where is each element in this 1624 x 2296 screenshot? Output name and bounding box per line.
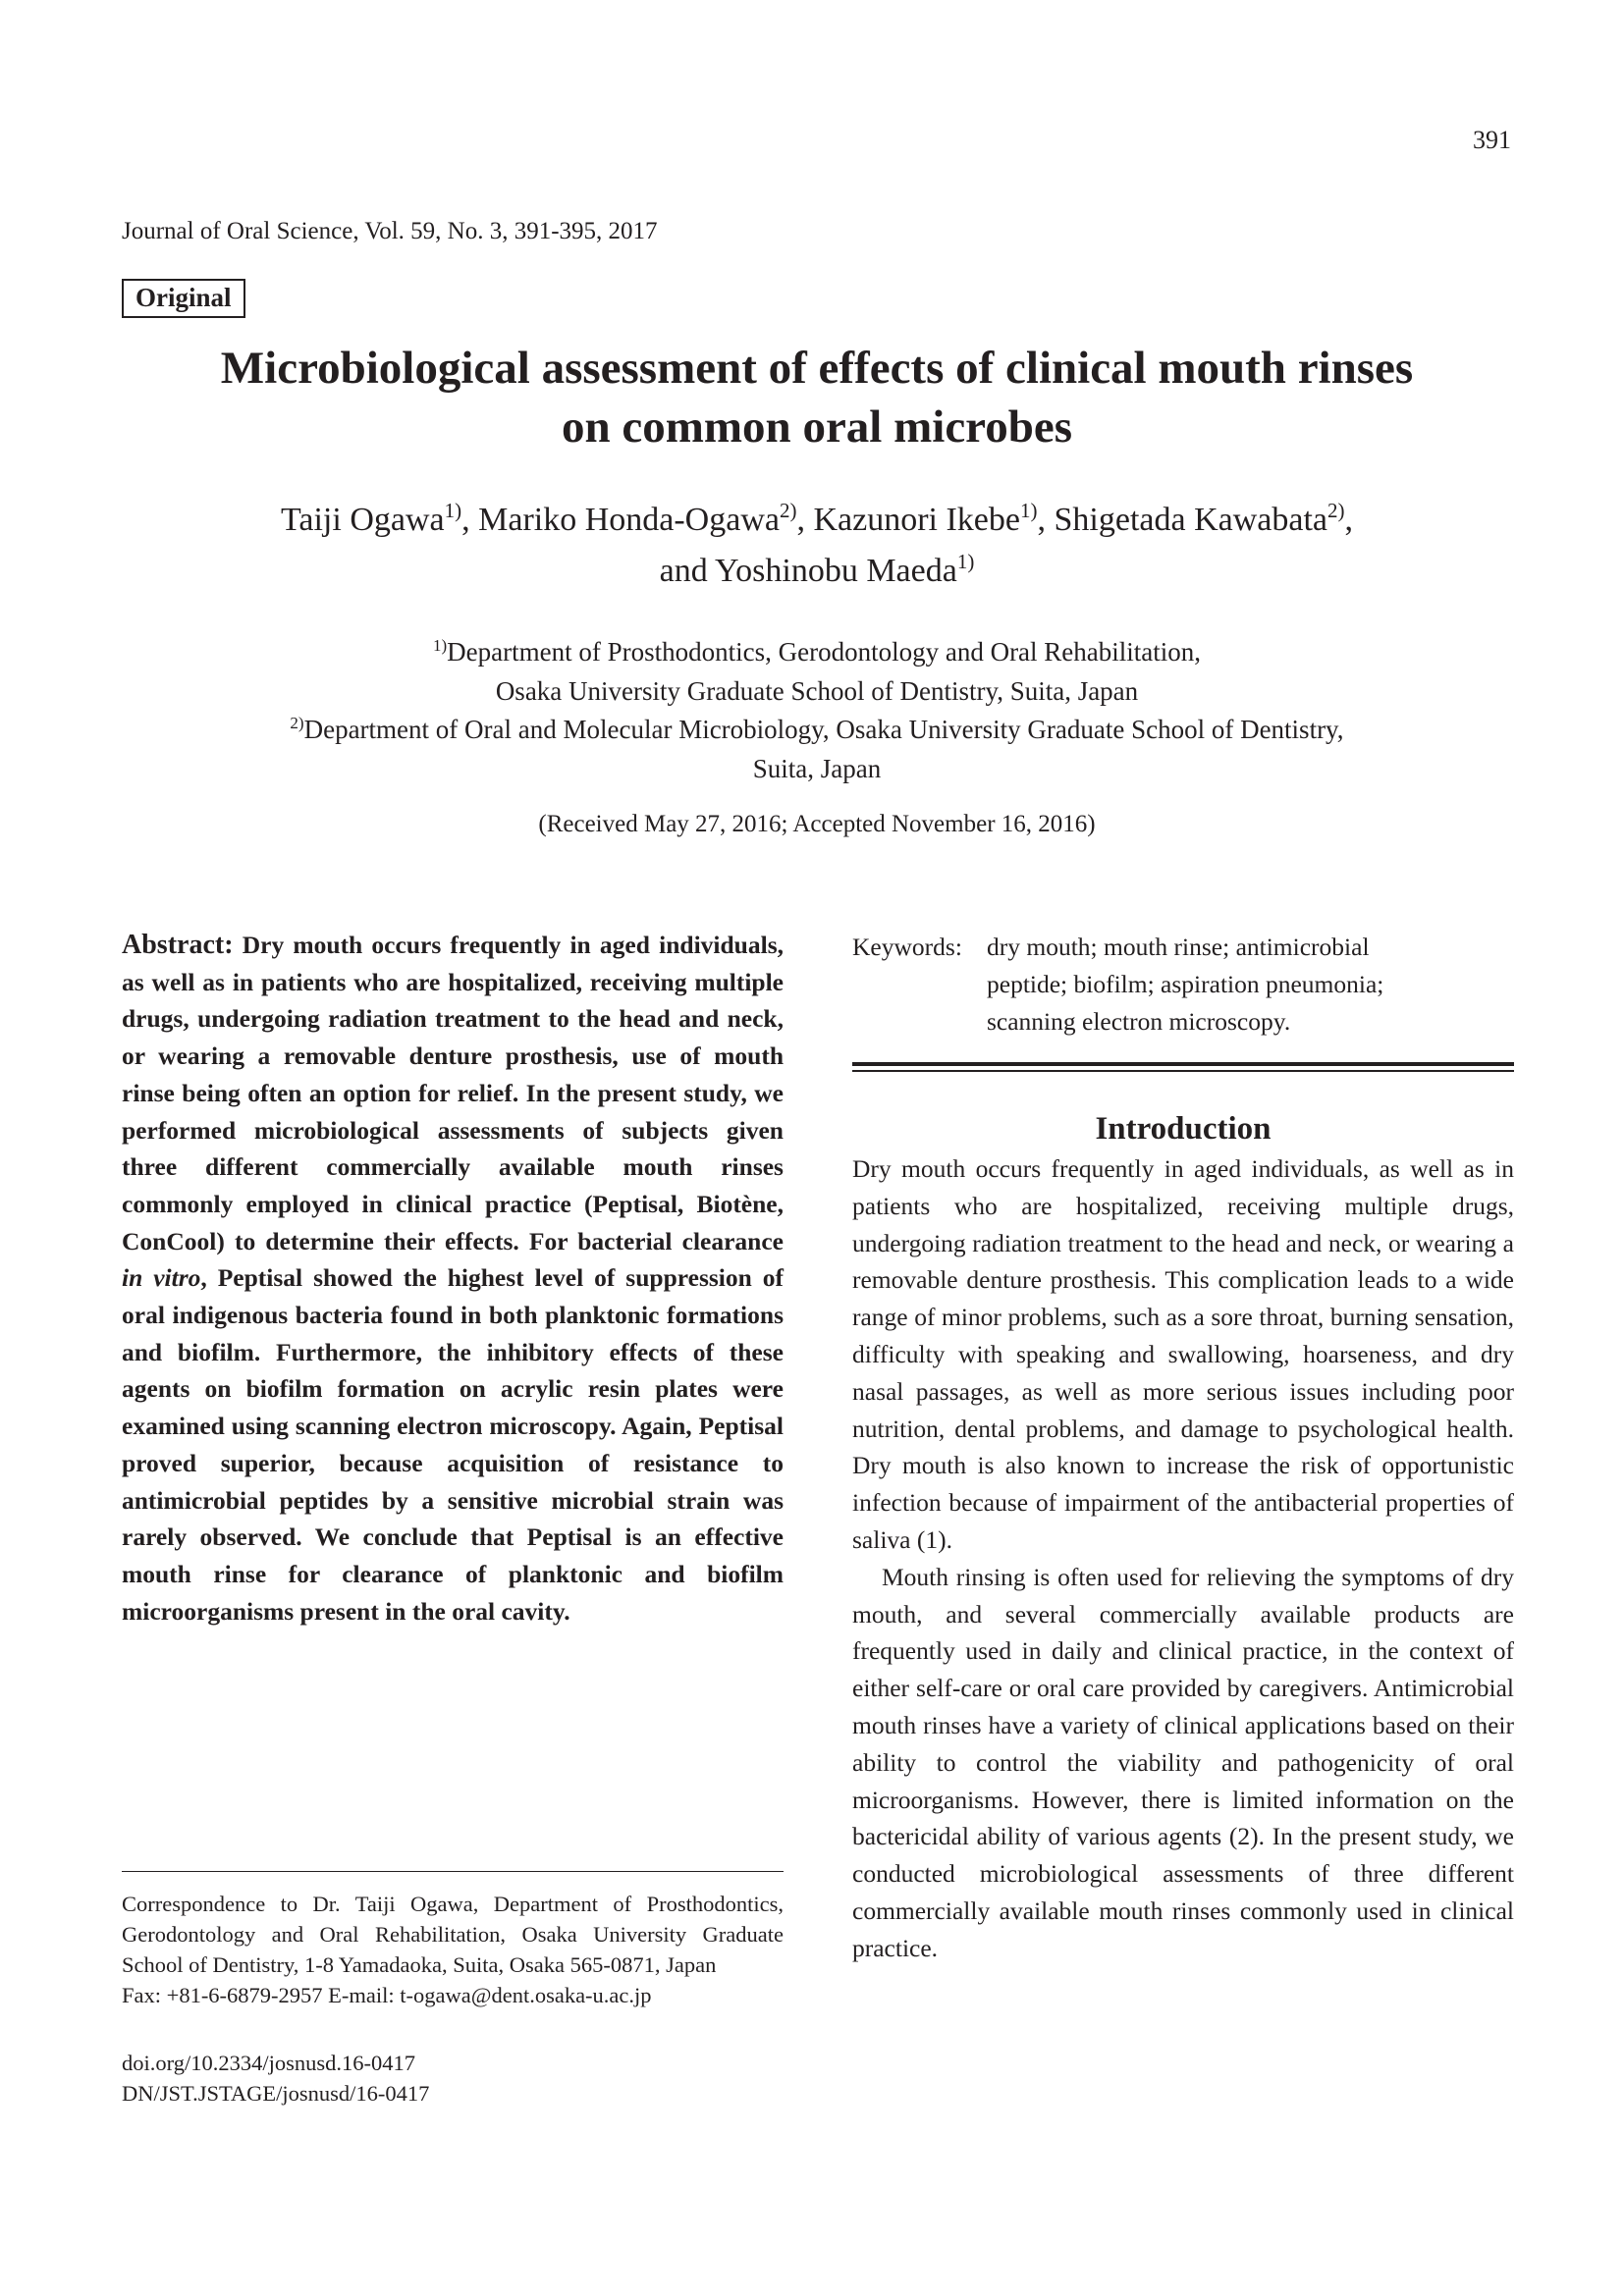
keywords-text: dry mouth; mouth rinse; antimicrobial peptide; biofilm; aspiration pneumonia; scanning electron microscopy. bbox=[987, 933, 1384, 1036]
abstract-text: Dry mouth occurs frequently in aged individuals, as well as in patients who are hospitalized, receiving multiple drugs, undergoing radiation treatment to the head and neck, or wearing a removable denture prosthesis, use of mouth rinse being often an option for relief. In the present study, we performed microbiological assessments of subjects given three different commercially available mouth rinses commonly employed in clinical practice (Peptisal, Biotène, ConCool) to determine their effects. For bacterial clearance bbox=[122, 931, 784, 1255]
affiliation-mark: 2) bbox=[779, 499, 797, 522]
author-line-1 bbox=[122, 495, 1512, 546]
author-name: Taiji Ogawa bbox=[281, 502, 445, 538]
keywords-label: Keywords: bbox=[852, 933, 962, 961]
doi-block bbox=[122, 2048, 784, 2109]
author-name: Mariko Honda-Ogawa bbox=[478, 502, 780, 538]
affiliations bbox=[122, 633, 1512, 788]
correspondence-contact: Fax: +81-6-6879-2957 E-mail: t-ogawa@dent.osaka-u.ac.jp bbox=[122, 1983, 652, 2007]
article-type-badge: Original bbox=[122, 279, 245, 318]
affiliation-2-line-2: Suita, Japan bbox=[752, 753, 882, 783]
jstage-identifier: DN/JST.JSTAGE/josnusd/16-0417 bbox=[122, 2081, 430, 2106]
footnote-divider bbox=[122, 1871, 784, 1872]
correspondence-footnote bbox=[122, 1889, 784, 2010]
affiliation-mark: 1) bbox=[444, 499, 462, 522]
affiliation-mark: 1) bbox=[1020, 499, 1038, 522]
affiliation-text: Department of Prosthodontics, Gerodontology and Oral Rehabilitation, bbox=[447, 637, 1202, 667]
page-number: 391 bbox=[1473, 126, 1511, 154]
affiliation-mark: 2) bbox=[290, 714, 304, 732]
abstract-text-continued: , Peptisal showed the highest level of suppression of oral indigenous bacteria found in both planktonic formations and biofilm. Furthermore, the inhibitory effects of these agents on biofilm formation on acrylic resin plates were examined using scanning electron microscopy. Again, Peptisal proved superior, because acquisition of resistance to antimicrobial peptides by a sensitive microbial strain was rarely observed. We conclude that Peptisal is an effective mouth rinse for clearance of planktonic and biofilm microorganisms present in the oral cavity. bbox=[122, 1263, 785, 1626]
affiliation-mark: 2) bbox=[1327, 499, 1345, 522]
introduction-paragraph-2: Mouth rinsing is often used for relieving the symptoms of dry mouth, and several commercially available products are frequently used in daily and clinical practice, in the context of either self-care or oral care provided by caregivers. Antimicrobial mouth rinses have a variety of clinical applications based on their ability to control the viability and pathogenicity of oral microorganisms. However, there is limited information on the bactericidal ability of various agents (2). In the present study, we conducted microbiological assessments of three different commercially available mouth rinses commonly used in clinical practice. bbox=[852, 1562, 1514, 1962]
author-name: and Yoshinobu Maeda bbox=[659, 553, 957, 589]
affiliation-2-line-1 bbox=[122, 711, 1512, 750]
journal-citation: Journal of Oral Science, Vol. 59, No. 3, 391-395, 2017 bbox=[122, 218, 658, 244]
abstract-italic-term: in vitro bbox=[122, 1263, 201, 1293]
author-separator: , bbox=[1344, 502, 1353, 538]
affiliation-1-line-2: Osaka University Graduate School of Dentistry, Suita, Japan bbox=[495, 675, 1139, 706]
title-line-1: Microbiological assessment of effects of clinical mouth rinses bbox=[220, 343, 1414, 394]
doi-link[interactable]: doi.org/10.2334/josnusd.16-0417 bbox=[122, 2051, 415, 2075]
introduction-paragraph-1: Dry mouth occurs frequently in aged individuals, as well as in patients who are hospitalized, receiving multiple drugs, undergoing radiation treatment to the head and neck, or wearing a removable denture prosthesis. This complication leads to a wide range of minor problems, such as a sore throat, burning sensation, difficulty with speaking and swallowing, hoarseness, and dry nasal passages, as well as more serious issues including poor nutrition, dental problems, and damage to psychological health. Dry mouth is also known to increase the risk of opportunistic infection because of impairment of the antibacterial properties of saliva (1). bbox=[852, 1154, 1514, 1554]
affiliation-mark: 1) bbox=[956, 550, 975, 573]
introduction-body bbox=[852, 1150, 1514, 1967]
author-name: Kazunori Ikebe bbox=[813, 502, 1020, 538]
abstract bbox=[122, 927, 784, 1629]
author-separator: , bbox=[796, 502, 814, 538]
article-title bbox=[122, 339, 1512, 456]
correspondence-address: Correspondence to Dr. Taiji Ogawa, Department of Prosthodontics, Gerodontology and Oral Rehabilitation, Osaka University Graduate School of Dentistry, 1-8 Yamadaoka, Suita, Osaka 565-0871, Japan bbox=[122, 1892, 784, 1977]
abstract-label: Abstract: bbox=[122, 930, 234, 960]
author-separator: , bbox=[1037, 502, 1055, 538]
affiliation-1-line-1 bbox=[122, 633, 1512, 672]
introduction-heading: Introduction bbox=[1095, 1111, 1272, 1147]
author-separator: , bbox=[461, 502, 479, 538]
author-name: Shigetada Kawabata bbox=[1054, 502, 1327, 538]
received-dates: (Received May 27, 2016; Accepted November 16, 2016) bbox=[538, 811, 1096, 837]
section-divider-thin bbox=[852, 1070, 1514, 1072]
affiliation-mark: 1) bbox=[432, 636, 448, 655]
author-line-2 bbox=[122, 546, 1512, 597]
title-line-2: on common oral microbes bbox=[562, 401, 1072, 453]
affiliation-text: Department of Oral and Molecular Microbiology, Osaka University Graduate School of Dentistry, bbox=[303, 715, 1344, 744]
section-divider-thick bbox=[852, 1062, 1514, 1066]
author-list bbox=[122, 495, 1512, 597]
